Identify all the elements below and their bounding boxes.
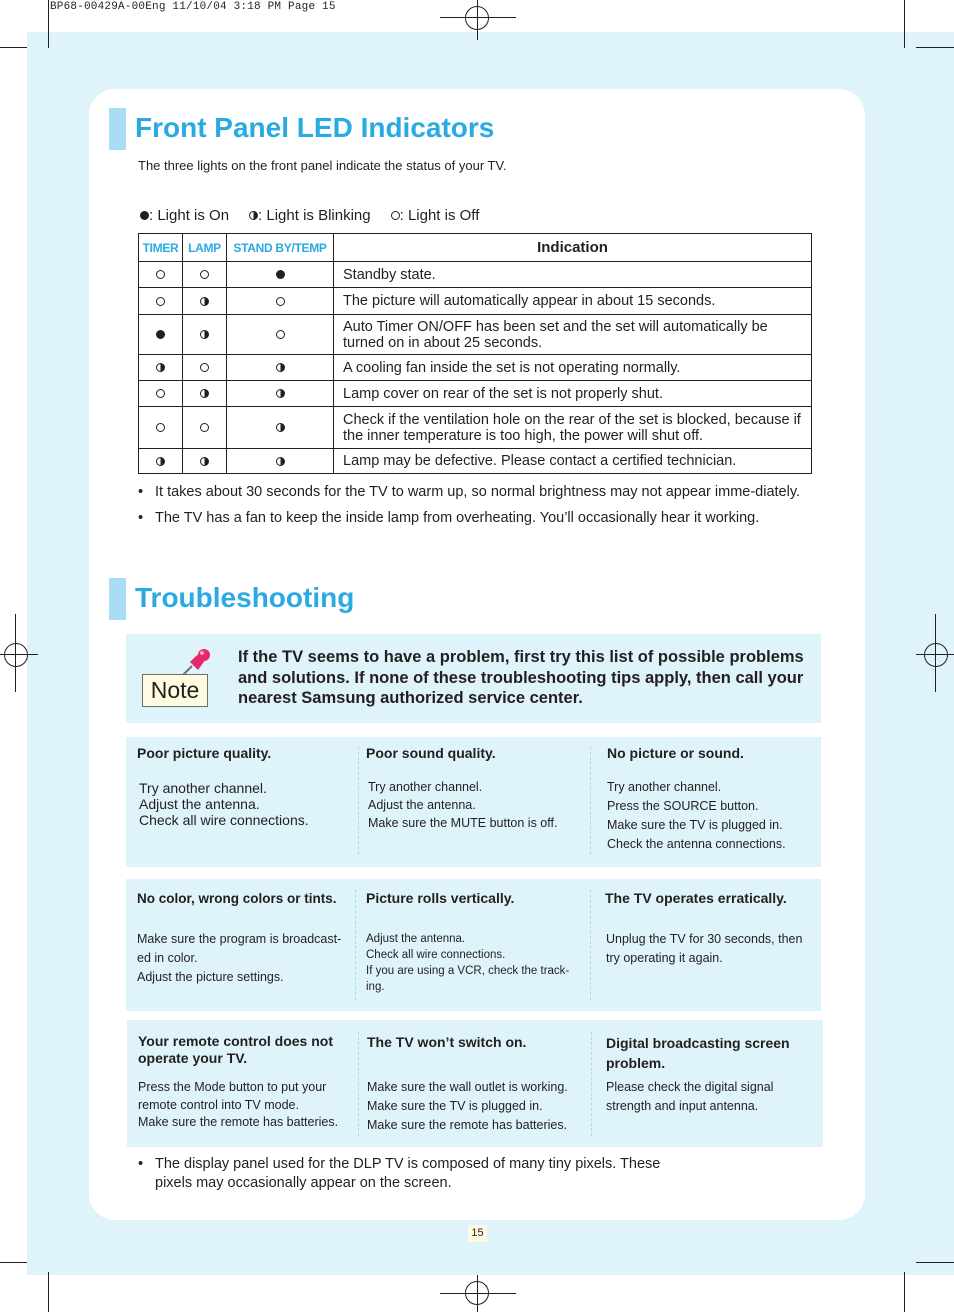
solution-line: Check the antenna connections. (607, 837, 786, 851)
indication-text: Standby state. (334, 262, 812, 288)
solution-line: Make sure the TV is plugged in. (367, 1099, 543, 1113)
section-title-bar (109, 108, 126, 150)
standby-light-icon (276, 389, 285, 398)
solution-line: Adjust the antenna. (139, 796, 260, 812)
light-off-icon (391, 211, 400, 220)
timer-light-icon (156, 363, 165, 372)
note-text: If the TV seems to have a problem, first try this list of possible problems and solutions. If none of these troubleshooting tips apply, then call your nearest Samsung authorized service center. (238, 648, 804, 707)
header-indication: Indication (334, 234, 812, 262)
solution-line: Adjust the antenna. (368, 798, 476, 812)
timer-light-icon (156, 423, 165, 432)
problem-title: No color, wrong colors or tints. (137, 891, 337, 906)
timer-light-icon (156, 457, 165, 466)
timer-light-icon (156, 389, 165, 398)
standby-cell (227, 407, 334, 449)
bullet-item: • It takes about 30 seconds for the TV to warm up, so normal brightness may not appear imme-diately. (138, 485, 808, 500)
standby-cell (227, 381, 334, 407)
lamp-cell (183, 262, 227, 288)
lamp-light-icon (200, 389, 209, 398)
header-standby-temp: STAND BY/TEMP (227, 234, 334, 262)
solution-list (137, 780, 357, 828)
indication-text: The picture will automatically appear in about 15 seconds. (334, 288, 812, 315)
standby-light-icon (276, 270, 285, 279)
solution-line: Unplug the TV for 30 seconds, then try operating it again. (606, 932, 803, 965)
solution-line: Make sure the MUTE button is off. (368, 816, 558, 830)
problem-title: Picture rolls vertically. (366, 890, 515, 906)
solution-line: Check all wire connections. (139, 812, 309, 828)
led-intro-text: The three lights on the front panel indicate the status of your TV. (138, 158, 507, 173)
page-number: 15 (468, 1225, 487, 1242)
solution-list (367, 1078, 585, 1135)
legend-blinking (249, 207, 371, 224)
solution-list (366, 778, 586, 832)
indication-text: Check if the ventilation hole on the rear of the set is blocked, because if the inner temperature is too high, the power will shut off. (334, 407, 812, 449)
problem-card (605, 889, 817, 968)
legend-blinking-label: : Light is Blinking (258, 207, 371, 224)
solution-list (137, 930, 351, 987)
troubleshooting-title: Troubleshooting (135, 582, 355, 613)
legend-off-label: : Light is Off (399, 207, 480, 224)
lamp-cell (183, 407, 227, 449)
solution-list (366, 931, 578, 995)
note-label: Note (142, 674, 208, 707)
column-divider (590, 890, 591, 1000)
timer-cell (139, 449, 183, 474)
solution-line: If you are using a VCR, check the track-ing. (366, 965, 570, 993)
problem-title: Digital broadcasting screen problem. (606, 1035, 790, 1071)
solution-line: Please check the digital signal strength and input antenna. (606, 1080, 774, 1113)
problem-card (367, 1033, 585, 1135)
indication-text: Auto Timer ON/OFF has been set and the set will automatically be turned on in about 25 seconds. (334, 315, 812, 355)
indication-text: A cooling fan inside the set is not operating normally. (334, 355, 812, 381)
legend-on-label: : Light is On (149, 207, 230, 224)
solution-line: Press the Mode button to put your remote control into TV mode. (138, 1080, 327, 1112)
problem-title: Poor picture quality. (137, 745, 272, 761)
standby-light-icon (276, 363, 285, 372)
problem-card (366, 889, 581, 995)
table-row (139, 355, 812, 381)
standby-light-icon (276, 457, 285, 466)
header-timer: TIMER (139, 234, 183, 262)
problem-title: No picture or sound. (607, 745, 744, 761)
column-divider (591, 1032, 592, 1136)
led-indicator-table (138, 233, 812, 474)
lamp-light-icon (200, 457, 209, 466)
indication-text: Lamp cover on rear of the set is not properly shut. (334, 381, 812, 407)
timer-cell (139, 315, 183, 355)
standby-cell (227, 355, 334, 381)
timer-cell (139, 381, 183, 407)
standby-light-icon (276, 330, 285, 339)
legend-off (391, 207, 480, 224)
led-legend (140, 207, 479, 224)
problem-card (138, 1033, 352, 1132)
table-row (139, 262, 812, 288)
solution-line: Try another channel. (607, 780, 722, 794)
standby-cell (227, 449, 334, 474)
header-lamp: LAMP (183, 234, 227, 262)
table-row (139, 381, 812, 407)
lamp-light-icon (200, 423, 209, 432)
solution-line: Try another channel. (368, 780, 483, 794)
lamp-cell (183, 288, 227, 315)
section-title-bar (109, 578, 126, 620)
timer-cell (139, 355, 183, 381)
standby-cell (227, 288, 334, 315)
solution-line: Press the SOURCE button. (607, 799, 759, 813)
solution-list (607, 778, 817, 854)
problem-card (366, 744, 586, 832)
standby-light-icon (276, 423, 285, 432)
light-on-icon (140, 211, 149, 220)
solution-line: Make sure the remote has batteries. (367, 1118, 568, 1132)
problem-title: Poor sound quality. (366, 745, 496, 761)
standby-light-icon (276, 297, 285, 306)
timer-light-icon (156, 330, 165, 339)
solution-line: Make sure the program is broadcast-ed in color. (137, 932, 342, 965)
lamp-cell (183, 355, 227, 381)
column-divider (358, 1032, 359, 1136)
problem-card (137, 744, 357, 828)
table-row (139, 288, 812, 315)
solution-line: Try another channel. (139, 780, 267, 796)
lamp-light-icon (200, 363, 209, 372)
column-divider (358, 747, 359, 854)
display-panel-note (138, 1155, 678, 1193)
bullet-item: • The TV has a fan to keep the inside lamp from overheating. You’ll occasionally hear it working. (138, 511, 808, 526)
problem-title: The TV won’t switch on. (367, 1034, 527, 1050)
problem-title: Your remote control does not operate your TV. (138, 1033, 333, 1066)
table-row (139, 407, 812, 449)
problem-card (607, 744, 817, 854)
problem-title: The TV operates erratically. (605, 890, 787, 906)
led-notes (138, 485, 808, 526)
solution-line: Make sure the wall outlet is working. (367, 1080, 568, 1094)
lamp-cell (183, 449, 227, 474)
solution-line: Make sure the TV is plugged in. (607, 818, 783, 832)
lamp-light-icon (200, 270, 209, 279)
lamp-light-icon (200, 330, 209, 339)
solution-list (606, 1078, 786, 1116)
print-header: BP68-00429A-00Eng 11/10/04 3:18 PM Page 15 (50, 1, 336, 13)
column-divider (355, 890, 356, 1000)
lamp-light-icon (200, 297, 209, 306)
bullet-item: • The display panel used for the DLP TV is composed of many tiny pixels. These pixels may occasionally appear on the screen. (138, 1155, 678, 1193)
light-blinking-icon (249, 211, 258, 220)
standby-cell (227, 315, 334, 355)
table-row (139, 315, 812, 355)
timer-cell (139, 288, 183, 315)
problem-card (606, 1033, 806, 1116)
solution-line: Make sure the remote has batteries. (138, 1115, 339, 1129)
solution-list (138, 1079, 352, 1132)
timer-cell (139, 407, 183, 449)
timer-cell (139, 262, 183, 288)
lamp-cell (183, 315, 227, 355)
timer-light-icon (156, 297, 165, 306)
timer-light-icon (156, 270, 165, 279)
indication-text: Lamp may be defective. Please contact a certified technician. (334, 449, 812, 474)
solution-line: Adjust the picture settings. (137, 970, 284, 984)
solution-list (605, 930, 816, 968)
column-divider (590, 747, 591, 854)
standby-cell (227, 262, 334, 288)
led-section-title: Front Panel LED Indicators (135, 112, 495, 143)
lamp-cell (183, 381, 227, 407)
table-header-row (139, 234, 812, 262)
problem-card (137, 889, 355, 987)
solution-line: Adjust the antenna. (366, 933, 466, 945)
solution-line: Check all wire connections. (366, 949, 506, 961)
legend-on (140, 207, 229, 224)
table-row (139, 449, 812, 474)
